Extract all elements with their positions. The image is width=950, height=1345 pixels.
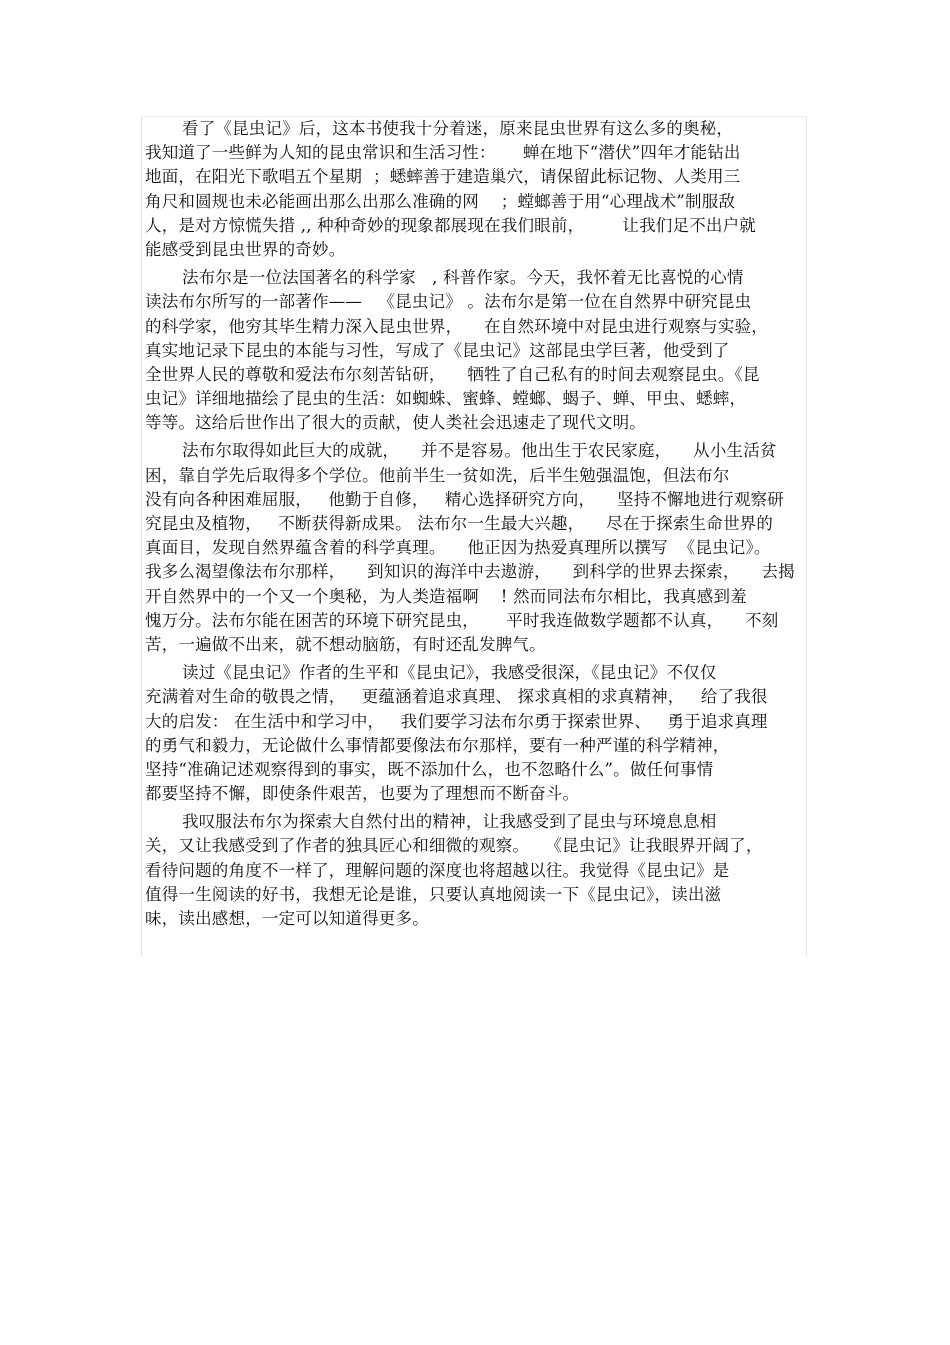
essay-text-block [141, 116, 807, 956]
text-line: 读过《昆虫记》作者的生平和《昆虫记》，我感受很深，《昆虫记》不仅仅 [182, 663, 717, 683]
paragraph-3 [142, 439, 806, 657]
text-line: 等等。这给后世作出了很大的贡献，使人类社会迅速走了现代文明。 [145, 413, 646, 433]
text-line: 我多么渴望像法布尔那样， 到知识的海洋中去遨游， 到科学的世界去探索， 去揭 [145, 562, 795, 582]
text-line: 看待问题的角度不一样了，理解问题的深度也将超越以往。我觉得《昆虫记》是 [145, 860, 730, 880]
text-line: 能感受到昆虫世界的奇妙。 [145, 239, 346, 259]
text-line: 苦，一遍做不出来，就不想动脑筋，有时还乱发脾气。 [145, 634, 546, 654]
text-line: 大的启发： 在生活中和学习中， 我们要学习法布尔勇于探索世界、 勇于追求真理 [145, 711, 768, 731]
text-line: 关，又让我感受到了作者的独具匠心和细微的观察。 《昆虫记》让我眼界开阔了， [145, 836, 763, 856]
text-line: 究昆虫及植物， 不断获得新成果。 法布尔一生最大兴趣， 尽在于探索生命世界的 [145, 514, 774, 533]
paragraph-2 [142, 266, 806, 435]
text-line: 人，是对方惊慌失措 ,, 种种奇妙的现象都展现在我们眼前， 让我们足不出户就 [145, 215, 756, 235]
text-line: 法布尔是一位法国著名的科学家 , 科普作家。今天，我怀着无比喜悦的心情 [182, 268, 744, 288]
paragraph-4 [142, 661, 806, 806]
text-line: 地面，在阳光下歌唱五个星期 ；蟋蟀善于建造巢穴，请保留此标记物、人类用三 [145, 167, 741, 187]
text-line: 充满着对生命的敬畏之情， 更蕴涵着追求真理、 探求真相的求真精神， 给了我很 [145, 687, 768, 707]
text-line: 的科学家，他穷其毕生精力深入昆虫世界， 在自然环境中对昆虫进行观察与实验， [145, 316, 768, 336]
text-line: 都要坚持不懈，即使条件艰苦，也要为了理想而不断奋斗。 [145, 784, 580, 804]
paragraph-1 [142, 117, 806, 262]
text-line: 开自然界中的一个又一个奥秘，为人类造福啊 ! 然而同法布尔相比，我真感到羞 [145, 586, 747, 606]
text-line: 角尺和圆规也未必能画出那么出那么准确的网 ；螳螂善于用“心理战术”制服敌 [145, 191, 736, 211]
text-line: 愧万分。法布尔能在困苦的环境下研究昆虫， 平时我连做数学题都不认真， 不刻 [145, 610, 779, 630]
text-line: 坚持“准确记述观察得到的事实，既不添加什么，也不忽略什么”。做任何事情 [145, 759, 714, 779]
text-line: 虫记》详细地描绘了昆虫的生活：如蜘蛛、蜜蜂、螳螂、蝎子、蝉、甲虫、蟋蟀， [145, 389, 747, 409]
text-line: 看了《昆虫记》后，这本书使我十分着迷，原来昆虫世界有这么多的奥秘， [182, 119, 734, 138]
paragraph-5 [142, 810, 806, 931]
text-line: 没有向各种困难屈服， 他勤于自修， 精心选择研究方向， 坚持不懈地进行观察研 [145, 489, 784, 509]
text-line: 真实地记录下昆虫的本能与习性，写成了《昆虫记》这部昆虫学巨著，他受到了 [145, 340, 730, 360]
text-line: 值得一生阅读的好书，我想无论是谁，只要认真地阅读一下《昆虫记》，读出滋 [145, 884, 722, 904]
text-line: 困，靠自学先后取得多个学位。他前半生一贫如洗，后半生勉强温饱，但法布尔 [145, 465, 730, 485]
text-line: 味，读出感想，一定可以知道得更多。 [145, 909, 429, 928]
text-line: 我叹服法布尔为探索大自然付出的精神，让我感受到了昆虫与环境息息相 [182, 812, 717, 832]
text-line: 真面目，发现自然界蕴含着的科学真理。 他正因为热爱真理所以撰写 《昆虫记》。 [145, 538, 771, 558]
text-line: 法布尔取得如此巨大的成就， 并不是容易。他出生于农民家庭， 从小生活贫 [182, 441, 777, 461]
text-line: 的勇气和毅力，无论做什么事情都要像法布尔那样，要有一种严谨的科学精神， [145, 735, 730, 755]
text-line: 全世界人民的尊敬和爱法布尔刻苦钻研， 牺牲了自己私有的时间去观察昆虫。《昆 [145, 364, 760, 384]
text-line: 我知道了一些鲜为人知的昆虫常识和生活习性： 蝉在地下“潜伏”四年才能钻出 [145, 143, 741, 163]
text-line: 读法布尔所写的一部著作—— 《昆虫记》 。法布尔是第一位在自然界中研究昆虫 [145, 292, 752, 312]
